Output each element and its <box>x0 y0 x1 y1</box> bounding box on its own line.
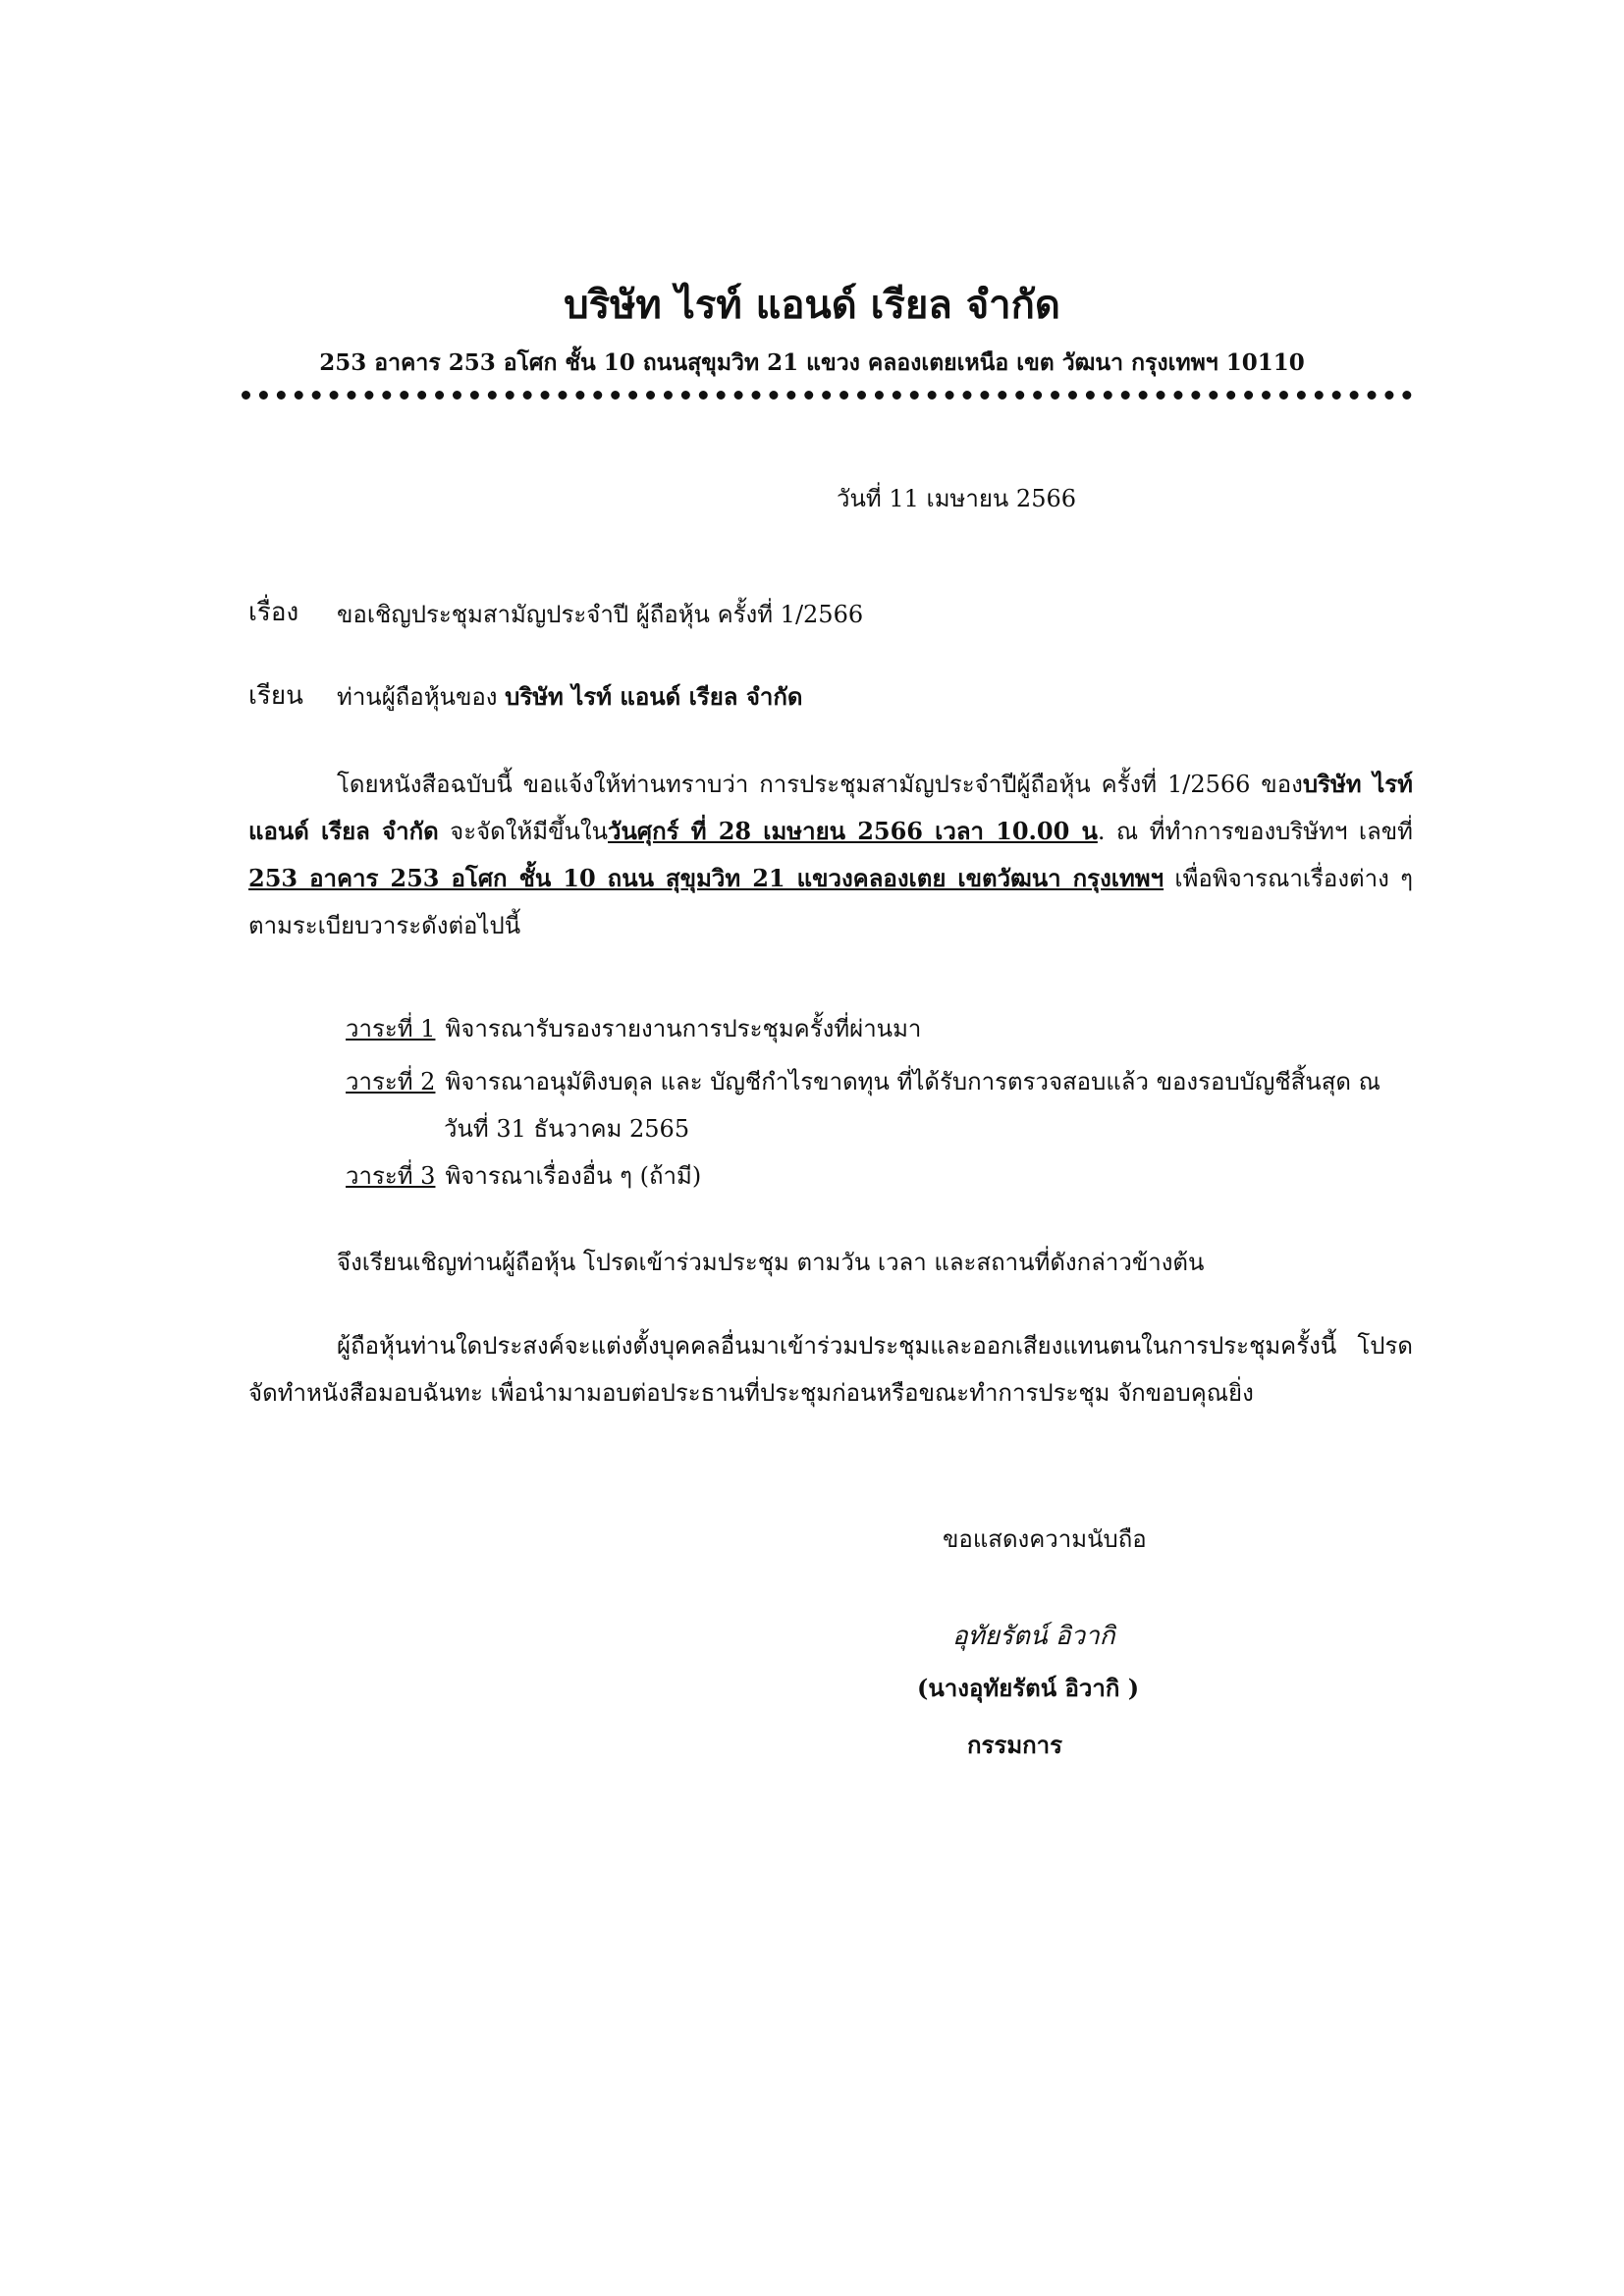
meeting-place: 253 อาคาร 253 อโศก ชั้น 10 ถนน สุขุมวิท 21 แขวงคลองเตย เขตวัฒนา กรุงเทพฯ <box>248 864 1164 892</box>
agenda-item <box>346 1058 1414 1152</box>
subject-text: ขอเชิญประชุมสามัญประจำปี ผู้ถือหุ้น ครั้งที่ 1/2566 <box>337 601 864 628</box>
recipient-text <box>337 677 802 716</box>
header-dotted-divider <box>242 391 1412 400</box>
agenda-number: วาระที่ 1 <box>346 1015 436 1042</box>
p1-mid: จะจัดให้มีขึ้นใน <box>438 818 609 845</box>
recipient-company: บริษัท ไรท์ แอนด์ เรียล จำกัด <box>505 682 803 711</box>
invitation-request-paragraph: จึงเรียนเชิญท่านผู้ถือหุ้น โปรดเข้าร่วมประชุม ตามวัน เวลา และสถานที่ดังกล่าวข้างต้น <box>337 1249 1205 1276</box>
p1-mid2: . ณ ที่ทำการของบริษัทฯ เลขที่ <box>1097 818 1413 845</box>
subject-label: เรื่อง <box>248 598 299 627</box>
agenda-text: พิจารณารับรองรายงานการประชุมครั้งที่ผ่านมา <box>445 1015 922 1042</box>
agenda-item <box>346 1009 921 1047</box>
signatory-name: (นางอุทัยรัตน์ อิวากิ ) <box>917 1674 1140 1702</box>
p1-company: บริษัท ไรท์ แอนด์ เรียล จำกัด <box>248 770 1413 845</box>
agenda-number: วาระที่ 3 <box>346 1162 436 1190</box>
invitation-paragraph <box>248 761 1413 949</box>
agenda-number: วาระที่ 2 <box>346 1068 436 1095</box>
agenda-text: พิจารณาอนุมัติงบดุล และ บัญชีกำไรขาดทุน ที่ได้รับการตรวจสอบแล้ว ของรอบบัญชีสิ้นสุด ณ <box>445 1068 1380 1095</box>
meeting-datetime: วันศุกร์ ที่ 28 เมษายน 2566 เวลา 10.00 น <box>608 817 1098 845</box>
agenda-text: พิจารณาเรื่องอื่น ๆ (ถ้ามี) <box>445 1162 702 1190</box>
p1-intro: โดยหนังสือฉบับนี้ ขอแจ้งให้ท่านทราบว่า การประชุมสามัญประจำปีผู้ถือหุ้น ครั้งที่ 1/2566 ของ <box>337 771 1303 798</box>
letter-date: วันที่ 11 เมษายน 2566 <box>837 485 1076 512</box>
company-name: บริษัท ไรท์ แอนด์ เรียล จำกัด <box>564 282 1060 328</box>
proxy-paragraph: ผู้ถือหุ้นท่านใดประสงค์จะแต่งตั้งบุคคลอื่นมาเข้าร่วมประชุมและออกเสียงแทนตนในการประชุมครั้งนี้ โปรดจัดทำหนังสือมอบฉันทะ เพื่อนำมามอบต่อประธานที่ประชุมก่อนหรือขณะทำการประชุม จักขอบคุณยิ่ง <box>248 1332 1413 1407</box>
company-address: 253 อาคาร 253 อโศก ชั้น 10 ถนนสุขุมวิท 21 แขวง คลองเตยเหนือ เขต วัฒนา กรุงเทพฯ 10110 <box>319 349 1305 376</box>
recipient-prefix: ท่านผู้ถือหุ้นของ <box>337 683 506 711</box>
closing-text: ขอแสดงความนับถือ <box>943 1525 1147 1553</box>
agenda-text-continued: วันที่ 31 ธันวาคม 2565 <box>444 1115 690 1143</box>
agenda-item <box>346 1156 701 1195</box>
signatory-title: กรรมการ <box>967 1731 1063 1759</box>
recipient-label: เรียน <box>248 681 303 711</box>
p1-end: เพื่อพิจารณาเรื่องต่าง ๆ ตามระเบียบวาระดังต่อไปนี้ <box>248 865 1413 939</box>
signature: อุทัยรัตน์ อิวากิ <box>952 1622 1115 1651</box>
